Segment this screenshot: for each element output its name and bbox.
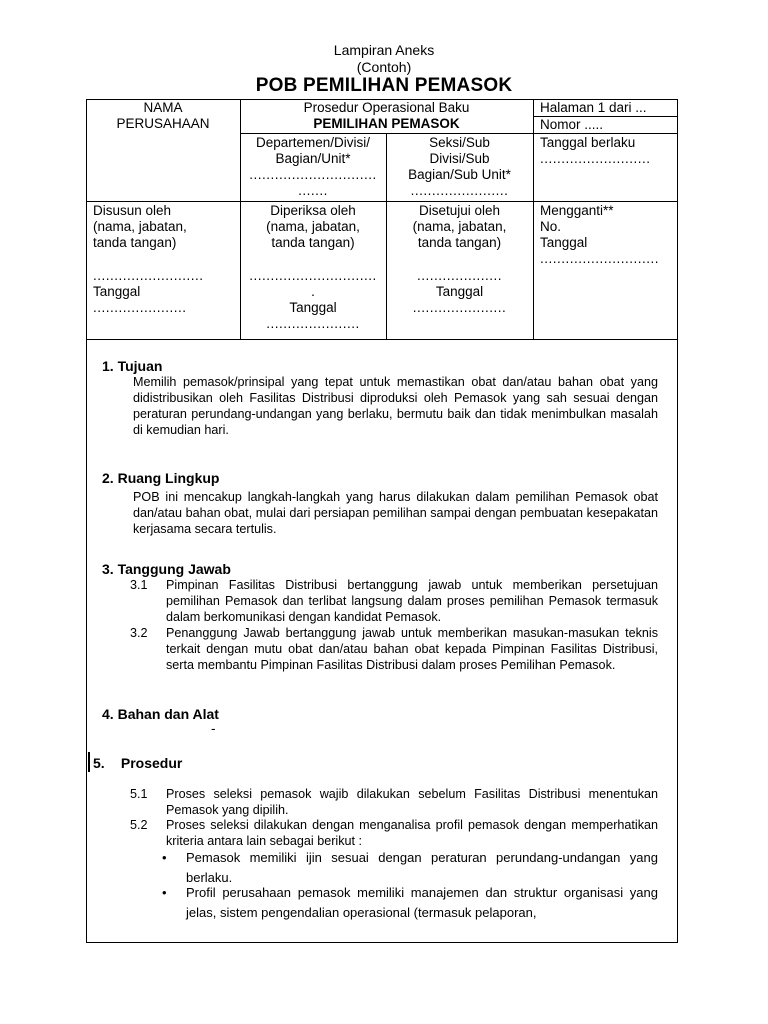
list-item: [130, 786, 658, 818]
example-label: (Contoh): [356, 59, 412, 75]
department-dots-cont: .......: [298, 183, 328, 198]
section-line2: Divisi/Sub: [429, 151, 490, 166]
item-text: Proses seleksi pemasok wajib dilakukan sebelum Fasilitas Distribusi menentukan Pemasok yang dipilih.: [166, 787, 658, 817]
change-bar: [88, 752, 90, 772]
section-line3: Bagian/Sub Unit*: [408, 167, 511, 182]
department-cell: [240, 135, 386, 199]
item-text: Pimpinan Fasilitas Distribusi bertanggung jawab untuk memberikan persetujuan pemilihan Pemasok dan terlibat langsung dalam proses pemilihan Pemasok termasuk dalam berkomunikasi dengan kandidat Pemasok.: [166, 578, 658, 624]
page-number: Halaman 1 dari ...: [540, 100, 647, 115]
prepared-by-sub1: (nama, jabatan,: [93, 219, 187, 234]
approved-by-cell: [386, 203, 533, 316]
item-number: 5.1: [130, 787, 148, 801]
prepared-by-date-dots: ......................: [93, 300, 187, 315]
checked-by-date: Tanggal: [289, 300, 337, 315]
approved-by-sub1: (nama, jabatan,: [412, 219, 507, 234]
list-item: [130, 625, 658, 689]
department-line1: Departemen/Divisi/: [255, 135, 371, 150]
list-item: [130, 817, 658, 849]
approved-by-title: Disetujui oleh: [418, 203, 501, 218]
document-number: Nomor .....: [540, 117, 604, 132]
document-title: POB PEMILIHAN PEMASOK: [255, 75, 513, 96]
procedure-label: Prosedur Operasional Baku: [303, 100, 470, 115]
annex-label: Lampiran Aneks: [333, 42, 435, 58]
department-dots: ..............................: [249, 167, 377, 182]
section-number: 3.: [102, 561, 114, 577]
checked-by-cell: [240, 203, 386, 332]
section-title: Bahan dan Alat: [117, 706, 219, 722]
replaces-dots: ............................: [540, 251, 660, 266]
ruang-lingkup-paragraph: POB ini mencakup langkah-langkah yang harus dilakukan dalam pemilihan Pemasok obat dan/atau bahan obat, mulai dari persiapan pemilihan sampai dengan pembuatan kesepakatan kerjasama secara tertulis.: [133, 490, 658, 536]
prepared-by-date: Tanggal: [93, 284, 141, 299]
prepared-by-title: Disusun oleh: [93, 203, 172, 218]
section-title: Ruang Lingkup: [117, 470, 220, 486]
approved-by-sub2: tanda tangan): [417, 235, 502, 250]
table-divider: [86, 339, 678, 340]
bullet-item: [162, 883, 658, 923]
section-line1: Seksi/Sub: [429, 135, 490, 150]
bullet-text: Pemasok memiliki ijin sesuai dengan peraturan perundang-undangan yang berlaku.: [186, 850, 658, 885]
section-heading-bahan-dan-alat: [102, 706, 219, 722]
section-dots: .......................: [410, 183, 509, 198]
approved-by-date-dots: ......................: [412, 300, 507, 315]
section-title: Tujuan: [117, 358, 163, 374]
company-label-line2: PERUSAHAAN: [116, 116, 210, 131]
checked-by-dots: ..............................: [249, 268, 377, 283]
procedure-name: PEMILIHAN PEMASOK: [313, 116, 460, 131]
checked-by-sub2: tanda tangan): [271, 235, 355, 250]
bullet-mark: •: [162, 885, 167, 900]
item-text: Penanggung Jawab bertanggung jawab untuk memberikan masukan-masukan teknis terkait dengan mutu obat dan/atau bahan obat kepada Pimpinan Fasilitas Distribusi, serta membantu Pimpinan Fasilitas Distribusi dalam proses Pemilihan Pemasok.: [166, 626, 658, 672]
table-divider: [86, 201, 678, 202]
checked-by-sub1: (nama, jabatan,: [266, 219, 360, 234]
section-heading-ruang-lingkup: [102, 470, 219, 486]
item-number: 3.2: [130, 626, 148, 640]
section-number: 4.: [102, 706, 114, 722]
section-number: 1.: [102, 358, 114, 374]
replaces-date: Tanggal: [540, 235, 588, 250]
section-number: 2.: [102, 470, 114, 486]
bullet-item: [162, 848, 658, 888]
item-number: 3.1: [130, 578, 148, 592]
effective-date-cell: [540, 135, 678, 167]
table-divider: [533, 99, 534, 339]
prepared-by-dots: ..........................: [93, 268, 204, 283]
section-number: 5.: [93, 755, 105, 771]
checked-by-dot: .: [311, 284, 315, 299]
effective-date-label: Tanggal berlaku: [540, 135, 636, 150]
bullet-text: Profil perusahaan pemasok memiliki manajemen dan struktur organisasi yang jelas, sistem pengendalian operasional (termasuk pelaporan,: [186, 885, 658, 920]
bahan-dan-alat-dash: -: [211, 721, 216, 736]
bullet-mark: •: [162, 850, 167, 865]
replaces-number: No.: [540, 219, 562, 234]
replaces-cell: [540, 203, 678, 267]
table-divider: [240, 133, 678, 134]
effective-date-dots: ..........................: [540, 151, 651, 166]
item-text: Proses seleksi dilakukan dengan menganalisa profil pemasok dengan memperhatikan kriteria antara lain sebagai berikut :: [166, 818, 658, 848]
list-item: [130, 577, 658, 625]
company-label-line1: NAMA: [143, 100, 183, 115]
section-heading-prosedur: [93, 755, 182, 771]
approved-by-date: Tanggal: [435, 284, 484, 299]
section-heading-tanggung-jawab: [102, 561, 231, 577]
prepared-by-cell: [93, 203, 240, 316]
replaces-title: Mengganti**: [540, 203, 614, 218]
item-number: 5.2: [130, 818, 148, 832]
approved-by-dots: ....................: [416, 268, 502, 283]
tujuan-paragraph: Memilih pemasok/prinsipal yang tepat untuk memastikan obat dan/atau bahan obat yang didistribusikan oleh Fasilitas Distribusi diproduksi oleh Pemasok yang sah sesuai dengan peraturan perundang-undangan yang berlaku, bermutu baik dan tidak menimbulkan masalah di kemudian hari.: [133, 375, 658, 437]
procedure-cell: [240, 100, 533, 132]
checked-by-date-dots: ......................: [266, 316, 360, 331]
company-name-cell: [86, 100, 240, 132]
section-cell: [386, 135, 533, 199]
checked-by-title: Diperiksa oleh: [270, 203, 356, 218]
section-heading-tujuan: [102, 358, 162, 374]
section-title: Prosedur: [120, 755, 183, 771]
department-line2: Bagian/Unit*: [275, 151, 351, 166]
prepared-by-sub2: tanda tangan): [93, 235, 177, 250]
section-title: Tanggung Jawab: [117, 561, 231, 577]
